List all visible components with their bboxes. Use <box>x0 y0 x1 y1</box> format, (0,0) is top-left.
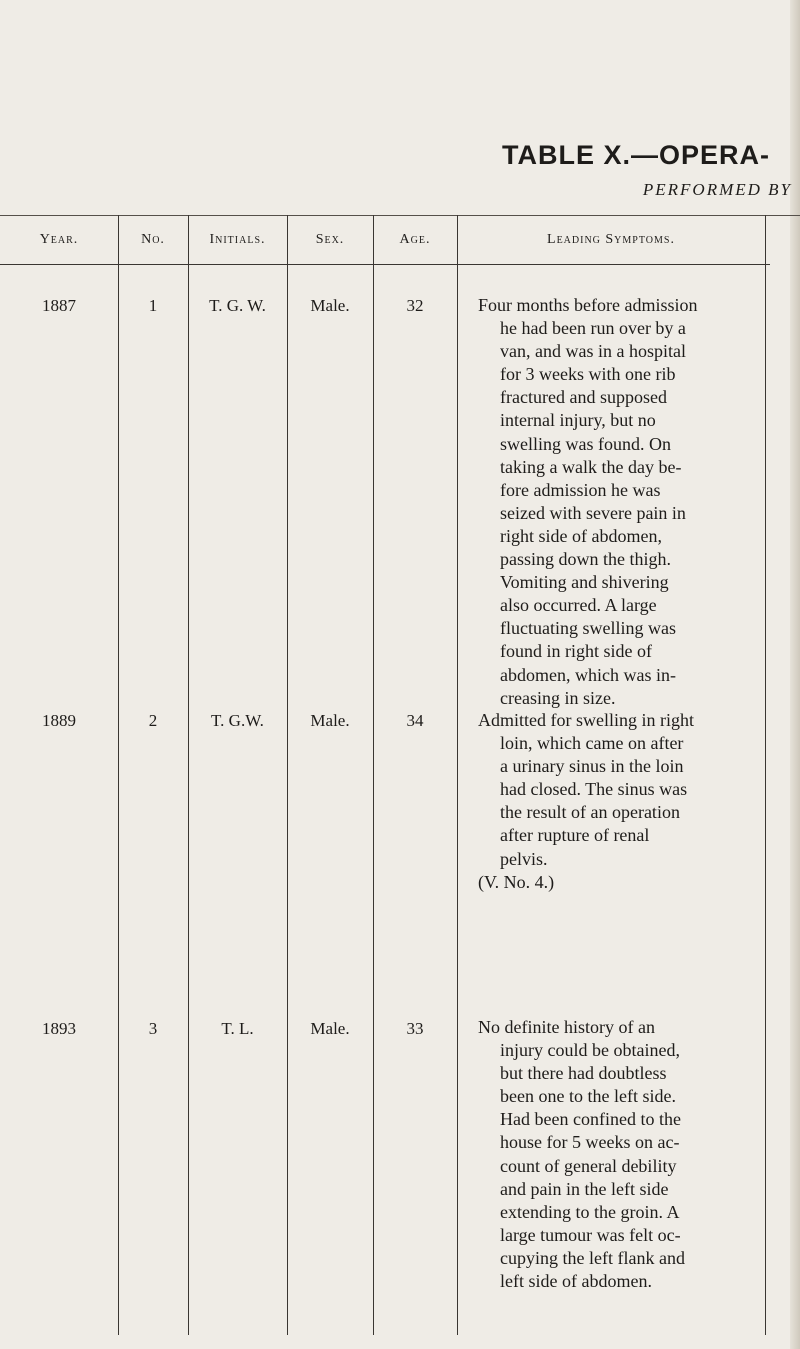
row-1-no: 1 <box>148 296 158 315</box>
row-3-symptom-line: been one to the left side. <box>500 1086 676 1107</box>
row-2-symptom-line: had closed. The sinus was <box>500 779 688 800</box>
row-2-no: 2 <box>148 711 158 730</box>
row-2-symptom-line: Admitted for swelling in right <box>478 710 694 730</box>
row-1-symptom-line: internal injury, but no <box>500 410 656 431</box>
row-1-symptom-line: swelling was found. On <box>500 433 671 454</box>
row-2-symptom-line: the result of an operation <box>500 802 680 823</box>
header-initials: Initials. <box>209 232 266 247</box>
header-symptoms: Leading Symptoms. <box>547 232 675 247</box>
page-edge <box>790 0 800 1349</box>
row-1-symptom-line: passing down the thigh. <box>500 549 671 570</box>
row-3-no: 3 <box>148 1019 158 1038</box>
row-1-symptom-line: Four months before admission <box>478 295 698 315</box>
row-2-reference: (V. No. 4.) <box>478 871 555 892</box>
top-rule <box>0 215 800 216</box>
row-1-symptom-line: right side of abdomen, <box>500 525 662 546</box>
row-3-symptom-line: No definite history of an <box>478 1017 655 1037</box>
row-2-symptom-line: loin, which came on after <box>500 733 684 754</box>
row-1-symptom-line: also occurred. A large <box>500 595 657 616</box>
row-3-year: 1893 <box>42 1019 76 1038</box>
row-2-symptom-line: after rupture of renal <box>500 825 650 846</box>
row-1-year: 1887 <box>42 296 76 315</box>
row-1-initials: T. G. W. <box>209 296 266 315</box>
table-subtitle: PERFORMED BY <box>642 180 792 199</box>
row-1-symptom-line: abdomen, which was in- <box>500 664 676 685</box>
column-divider-1 <box>118 215 119 1335</box>
row-1-symptom-line: van, and was in a hospital <box>500 341 686 362</box>
row-3-symptom-line: Had been confined to the <box>500 1109 681 1130</box>
header-no: No. <box>141 232 165 247</box>
row-3-sex: Male. <box>310 1019 350 1038</box>
row-2-year: 1889 <box>42 711 76 730</box>
row-3-age: 33 <box>406 1019 424 1038</box>
row-1-symptom-line: Vomiting and shivering <box>500 572 669 593</box>
row-3-symptom-line: house for 5 weeks on ac- <box>500 1132 680 1153</box>
row-1-age: 32 <box>406 296 424 315</box>
row-3-initials: T. L. <box>221 1019 254 1038</box>
row-1-symptom-line: for 3 weeks with one rib <box>500 364 676 385</box>
row-3-symptom-line: left side of abdomen. <box>500 1271 652 1292</box>
row-2-age: 34 <box>406 711 424 730</box>
row-1-symptom-line: found in right side of <box>500 641 652 662</box>
row-3-symptom-line: large tumour was felt oc- <box>500 1224 681 1245</box>
row-1-symptom-line: creasing in size. <box>500 687 616 708</box>
header-year: Year. <box>39 232 79 247</box>
column-divider-4 <box>373 215 374 1335</box>
column-divider-3 <box>287 215 288 1335</box>
header-age: Age. <box>399 232 431 247</box>
row-2-symptom-line: a urinary sinus in the loin <box>500 756 684 777</box>
row-1-symptom-line: taking a walk the day be- <box>500 456 682 477</box>
row-2-symptom-line: pelvis. <box>500 848 548 869</box>
row-3-symptom-line: injury could be obtained, <box>500 1040 680 1061</box>
column-divider-6 <box>765 215 766 1335</box>
row-1-sex: Male. <box>310 296 350 315</box>
header-rule <box>0 264 770 265</box>
header-sex: Sex. <box>315 232 345 247</box>
row-1-symptom-line: fractured and supposed <box>500 387 667 408</box>
column-divider-2 <box>188 215 189 1335</box>
row-1-symptom-line: he had been run over by a <box>500 318 686 339</box>
table-title: TABLE X.—OPERA- <box>501 140 770 170</box>
row-3-symptom-line: count of general debility <box>500 1155 677 1176</box>
row-1-symptom-line: seized with severe pain in <box>500 502 686 523</box>
row-1-symptoms <box>478 294 758 710</box>
row-2-initials: T. G.W. <box>211 711 264 730</box>
column-divider-5 <box>457 215 458 1335</box>
row-3-symptoms <box>478 1016 758 1293</box>
row-3-symptom-line: extending to the groin. A <box>500 1201 680 1222</box>
row-1-symptom-line: fore admission he was <box>500 479 661 500</box>
row-3-symptom-line: cupying the left flank and <box>500 1247 685 1268</box>
row-3-symptom-line: and pain in the left side <box>500 1178 669 1199</box>
row-3-symptom-line: but there had doubtless <box>500 1063 667 1084</box>
row-2-symptoms <box>478 709 758 894</box>
row-1-symptom-line: fluctuating swelling was <box>500 618 676 639</box>
row-2-sex: Male. <box>310 711 350 730</box>
